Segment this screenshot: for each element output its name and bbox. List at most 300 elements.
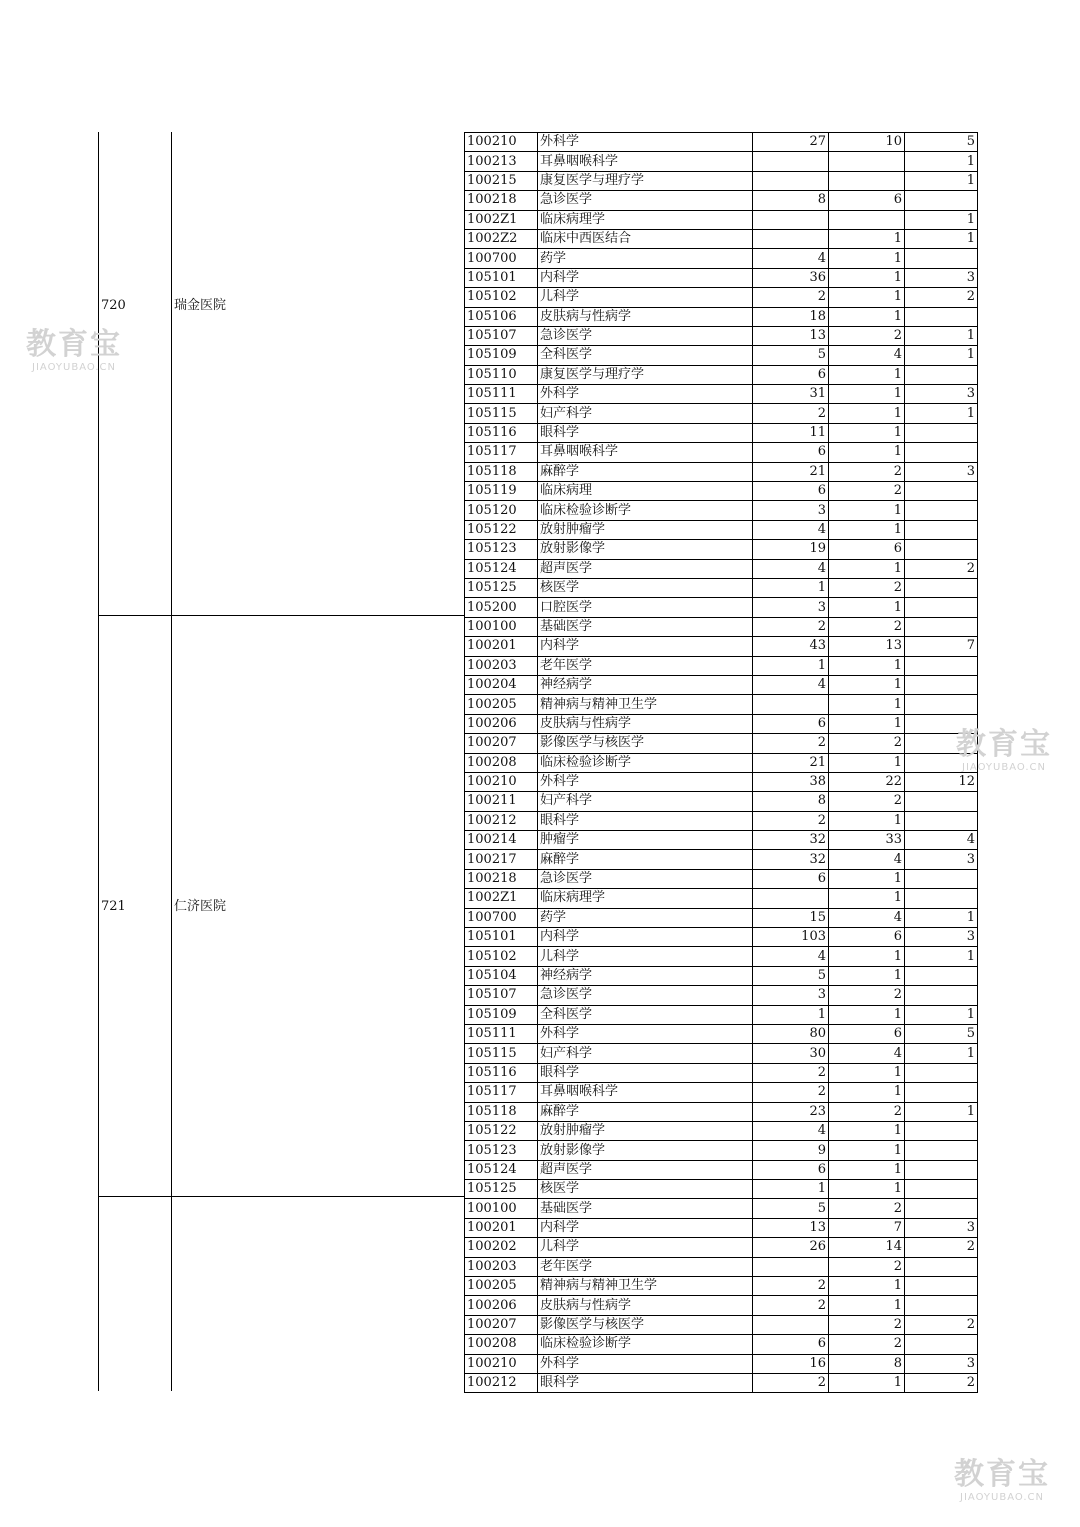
count-col2-cell: 1 — [829, 966, 905, 985]
table-row — [465, 520, 978, 539]
table-row — [465, 1180, 978, 1199]
count-col1-cell: 80 — [753, 1024, 829, 1043]
program-name-cell: 神经病学 — [538, 966, 753, 985]
count-col2-cell: 1 — [829, 656, 905, 675]
count-col1-cell: 6 — [753, 714, 829, 733]
count-col2-cell: 1 — [829, 1374, 905, 1393]
watermark-bottom-logo: 教育宝 — [954, 1457, 1050, 1492]
count-col2-cell: 2 — [829, 1315, 905, 1334]
table-row — [465, 675, 978, 694]
program-code-cell: 100214 — [465, 831, 538, 850]
program-name-cell: 急诊医学 — [538, 191, 753, 210]
count-col1-cell: 15 — [753, 908, 829, 927]
count-col2-cell: 22 — [829, 772, 905, 791]
count-col3-cell — [905, 501, 978, 520]
count-col2-cell: 1 — [829, 1083, 905, 1102]
count-col3-cell — [905, 1199, 978, 1218]
left-border-line — [98, 132, 99, 1391]
count-col3-cell — [905, 869, 978, 888]
count-col2-cell: 1 — [829, 1005, 905, 1024]
program-name-cell: 临床检验诊断学 — [538, 1335, 753, 1354]
program-code-cell: 105115 — [465, 404, 538, 423]
count-col3-cell — [905, 307, 978, 326]
count-col3-cell — [905, 423, 978, 442]
count-col1-cell: 21 — [753, 753, 829, 772]
program-code-cell: 105125 — [465, 578, 538, 597]
table-row — [465, 811, 978, 830]
count-col1-cell: 6 — [753, 443, 829, 462]
table-row — [465, 307, 978, 326]
program-name-cell: 放射影像学 — [538, 1141, 753, 1160]
table-row — [465, 346, 978, 365]
program-code-cell: 100203 — [465, 1257, 538, 1276]
program-code-cell: 105122 — [465, 520, 538, 539]
count-col3-cell: 1 — [905, 404, 978, 423]
count-col1-cell: 32 — [753, 831, 829, 850]
program-code-cell: 100218 — [465, 869, 538, 888]
table-row — [465, 1044, 978, 1063]
program-name-cell: 老年医学 — [538, 656, 753, 675]
count-col1-cell: 2 — [753, 1063, 829, 1082]
program-code-cell: 105122 — [465, 1121, 538, 1140]
program-code-cell: 105107 — [465, 326, 538, 345]
program-name-cell: 神经病学 — [538, 675, 753, 694]
count-col2-cell: 6 — [829, 1024, 905, 1043]
count-col2-cell: 2 — [829, 792, 905, 811]
count-col2-cell: 1 — [829, 1141, 905, 1160]
program-code-cell: 105115 — [465, 1044, 538, 1063]
program-name-cell: 临床检验诊断学 — [538, 501, 753, 520]
count-col2-cell: 1 — [829, 288, 905, 307]
table-row — [465, 152, 978, 171]
count-col2-cell: 1 — [829, 1063, 905, 1082]
count-col1-cell — [753, 1257, 829, 1276]
program-name-cell: 麻醉学 — [538, 462, 753, 481]
count-col3-cell: 4 — [905, 831, 978, 850]
count-col1-cell: 8 — [753, 792, 829, 811]
count-col3-cell: 1 — [905, 346, 978, 365]
count-col1-cell: 5 — [753, 346, 829, 365]
count-col2-cell: 1 — [829, 268, 905, 287]
count-col1-cell: 8 — [753, 191, 829, 210]
program-name-cell: 超声医学 — [538, 559, 753, 578]
program-code-cell: 100217 — [465, 850, 538, 869]
program-code-cell: 105125 — [465, 1180, 538, 1199]
table-row — [465, 1218, 978, 1237]
count-col2-cell — [829, 152, 905, 171]
program-name-cell: 放射肿瘤学 — [538, 520, 753, 539]
program-code-cell: 105102 — [465, 288, 538, 307]
program-code-cell: 105111 — [465, 385, 538, 404]
program-code-cell: 100100 — [465, 617, 538, 636]
count-col3-cell — [905, 598, 978, 617]
count-col1-cell: 32 — [753, 850, 829, 869]
table-row — [465, 598, 978, 617]
count-col3-cell — [905, 1063, 978, 1082]
program-code-cell: 100210 — [465, 1354, 538, 1373]
count-col3-cell — [905, 1277, 978, 1296]
table-row — [465, 171, 978, 190]
program-code-cell: 100204 — [465, 675, 538, 694]
count-col1-cell — [753, 210, 829, 229]
program-table — [464, 132, 978, 1393]
count-col1-cell: 43 — [753, 637, 829, 656]
count-col2-cell: 1 — [829, 675, 905, 694]
count-col3-cell: 2 — [905, 559, 978, 578]
count-col2-cell: 6 — [829, 928, 905, 947]
table-row — [465, 501, 978, 520]
program-name-cell: 眼科学 — [538, 1063, 753, 1082]
count-col1-cell: 2 — [753, 1083, 829, 1102]
count-col2-cell: 1 — [829, 1296, 905, 1315]
program-name-cell: 超声医学 — [538, 1160, 753, 1179]
count-col3-cell — [905, 1335, 978, 1354]
count-col1-cell — [753, 171, 829, 190]
program-code-cell: 100208 — [465, 1335, 538, 1354]
table-row — [465, 210, 978, 229]
program-code-cell: 105101 — [465, 268, 538, 287]
program-name-cell: 儿科学 — [538, 947, 753, 966]
count-col2-cell: 1 — [829, 947, 905, 966]
program-name-cell: 内科学 — [538, 1218, 753, 1237]
count-col1-cell — [753, 1315, 829, 1334]
count-col3-cell — [905, 1083, 978, 1102]
count-col3-cell: 1 — [905, 1044, 978, 1063]
program-code-cell: 105109 — [465, 1005, 538, 1024]
program-name-cell: 康复医学与理疗学 — [538, 365, 753, 384]
program-code-cell: 105120 — [465, 501, 538, 520]
count-col1-cell: 3 — [753, 986, 829, 1005]
program-code-cell: 100205 — [465, 1277, 538, 1296]
table-row — [465, 753, 978, 772]
program-code-cell: 105116 — [465, 423, 538, 442]
program-code-cell: 100205 — [465, 695, 538, 714]
count-col2-cell: 2 — [829, 1257, 905, 1276]
table-row — [465, 714, 978, 733]
program-code-cell: 100201 — [465, 1218, 538, 1237]
table-row — [465, 365, 978, 384]
count-col2-cell: 1 — [829, 423, 905, 442]
count-col3-cell — [905, 1257, 978, 1276]
count-col2-cell: 1 — [829, 520, 905, 539]
count-col1-cell: 21 — [753, 462, 829, 481]
count-col1-cell: 4 — [753, 947, 829, 966]
table-row — [465, 1141, 978, 1160]
program-name-cell: 妇产科学 — [538, 792, 753, 811]
table-row — [465, 637, 978, 656]
program-code-cell: 100218 — [465, 191, 538, 210]
watermark-right-url: JIAOYUBAO.CN — [962, 762, 1046, 773]
count-col2-cell: 2 — [829, 734, 905, 753]
count-col1-cell: 26 — [753, 1238, 829, 1257]
program-name-cell: 核医学 — [538, 578, 753, 597]
count-col3-cell — [905, 695, 978, 714]
count-col1-cell: 23 — [753, 1102, 829, 1121]
count-col1-cell: 2 — [753, 734, 829, 753]
count-col3-cell: 1 — [905, 210, 978, 229]
count-col2-cell: 1 — [829, 249, 905, 268]
program-name-cell: 外科学 — [538, 772, 753, 791]
institution-name-renji: 仁济医院 — [174, 899, 227, 914]
count-col1-cell: 5 — [753, 1199, 829, 1218]
table-row — [465, 1354, 978, 1373]
program-code-cell: 100213 — [465, 152, 538, 171]
count-col3-cell: 5 — [905, 1024, 978, 1043]
count-col1-cell: 27 — [753, 133, 829, 152]
count-col2-cell: 2 — [829, 482, 905, 501]
program-name-cell: 影像医学与核医学 — [538, 734, 753, 753]
count-col1-cell: 103 — [753, 928, 829, 947]
program-code-cell: 105123 — [465, 1141, 538, 1160]
count-col1-cell: 6 — [753, 365, 829, 384]
program-name-cell: 基础医学 — [538, 617, 753, 636]
count-col2-cell — [829, 210, 905, 229]
count-col3-cell: 1 — [905, 229, 978, 248]
count-col2-cell: 2 — [829, 1335, 905, 1354]
watermark-left-logo: 教育宝 — [26, 327, 122, 362]
count-col2-cell: 2 — [829, 462, 905, 481]
count-col2-cell: 1 — [829, 1121, 905, 1140]
table-row — [465, 191, 978, 210]
program-code-cell: 105118 — [465, 1102, 538, 1121]
table-row — [465, 792, 978, 811]
table-row — [465, 869, 978, 888]
count-col2-cell: 2 — [829, 1199, 905, 1218]
program-name-cell: 放射影像学 — [538, 540, 753, 559]
table-row — [465, 908, 978, 927]
program-name-cell: 内科学 — [538, 928, 753, 947]
count-col1-cell: 6 — [753, 482, 829, 501]
table-row — [465, 1374, 978, 1393]
count-col1-cell: 13 — [753, 1218, 829, 1237]
program-code-cell: 100203 — [465, 656, 538, 675]
program-name-cell: 急诊医学 — [538, 986, 753, 1005]
group-divider-2 — [98, 1196, 464, 1197]
program-code-cell: 105107 — [465, 986, 538, 1005]
count-col1-cell: 3 — [753, 598, 829, 617]
count-col3-cell: 3 — [905, 462, 978, 481]
program-name-cell: 精神病与精神卫生学 — [538, 695, 753, 714]
program-name-cell: 眼科学 — [538, 423, 753, 442]
count-col2-cell: 1 — [829, 365, 905, 384]
table-row — [465, 850, 978, 869]
table-row — [465, 1005, 978, 1024]
table-row — [465, 1238, 978, 1257]
program-name-cell: 药学 — [538, 908, 753, 927]
count-col1-cell: 2 — [753, 1277, 829, 1296]
count-col3-cell — [905, 966, 978, 985]
table-row — [465, 288, 978, 307]
count-col3-cell — [905, 1180, 978, 1199]
count-col2-cell: 2 — [829, 617, 905, 636]
program-code-cell: 100210 — [465, 133, 538, 152]
count-col1-cell — [753, 229, 829, 248]
table-row — [465, 249, 978, 268]
table-row — [465, 404, 978, 423]
table-row — [465, 617, 978, 636]
count-col2-cell: 13 — [829, 637, 905, 656]
program-code-cell: 105124 — [465, 559, 538, 578]
program-name-cell: 临床检验诊断学 — [538, 753, 753, 772]
count-col1-cell: 4 — [753, 249, 829, 268]
count-col1-cell: 6 — [753, 1335, 829, 1354]
program-name-cell: 急诊医学 — [538, 869, 753, 888]
program-code-cell: 105102 — [465, 947, 538, 966]
count-col3-cell — [905, 1141, 978, 1160]
count-col3-cell — [905, 1160, 978, 1179]
program-name-cell: 妇产科学 — [538, 1044, 753, 1063]
count-col3-cell: 2 — [905, 288, 978, 307]
program-name-cell: 急诊医学 — [538, 326, 753, 345]
count-col1-cell: 36 — [753, 268, 829, 287]
table-row — [465, 1257, 978, 1276]
count-col2-cell: 2 — [829, 326, 905, 345]
watermark-left-url: JIAOYUBAO.CN — [32, 362, 116, 373]
table-row — [465, 462, 978, 481]
program-name-cell: 临床病理学 — [538, 210, 753, 229]
count-col3-cell — [905, 792, 978, 811]
institution-code-721: 721 — [101, 899, 126, 914]
program-name-cell: 临床病理学 — [538, 889, 753, 908]
program-name-cell: 皮肤病与性病学 — [538, 714, 753, 733]
count-col3-cell — [905, 482, 978, 501]
table-row — [465, 578, 978, 597]
count-col2-cell: 1 — [829, 1160, 905, 1179]
program-code-cell: 100206 — [465, 714, 538, 733]
count-col2-cell: 2 — [829, 986, 905, 1005]
program-code-cell: 100208 — [465, 753, 538, 772]
count-col1-cell: 2 — [753, 1374, 829, 1393]
program-code-cell: 105117 — [465, 443, 538, 462]
count-col3-cell: 12 — [905, 772, 978, 791]
count-col2-cell: 1 — [829, 714, 905, 733]
table-row — [465, 559, 978, 578]
program-name-cell: 精神病与精神卫生学 — [538, 1277, 753, 1296]
count-col3-cell — [905, 675, 978, 694]
count-col3-cell — [905, 889, 978, 908]
program-name-cell: 外科学 — [538, 1354, 753, 1373]
watermark-bottom — [940, 1458, 1064, 1504]
program-name-cell: 外科学 — [538, 133, 753, 152]
program-code-cell: 105119 — [465, 482, 538, 501]
program-name-cell: 内科学 — [538, 637, 753, 656]
table-row — [465, 1024, 978, 1043]
count-col3-cell: 1 — [905, 947, 978, 966]
count-col1-cell — [753, 889, 829, 908]
program-code-cell: 105109 — [465, 346, 538, 365]
program-name-cell: 妇产科学 — [538, 404, 753, 423]
count-col1-cell: 5 — [753, 966, 829, 985]
count-col3-cell — [905, 249, 978, 268]
table-row — [465, 1296, 978, 1315]
count-col1-cell: 2 — [753, 811, 829, 830]
table-row — [465, 540, 978, 559]
count-col2-cell: 33 — [829, 831, 905, 850]
count-col1-cell: 4 — [753, 675, 829, 694]
count-col1-cell: 3 — [753, 501, 829, 520]
count-col2-cell: 1 — [829, 559, 905, 578]
count-col3-cell: 3 — [905, 1354, 978, 1373]
program-name-cell: 耳鼻咽喉科学 — [538, 152, 753, 171]
count-col2-cell: 7 — [829, 1218, 905, 1237]
count-col3-cell: 1 — [905, 1005, 978, 1024]
count-col3-cell — [905, 365, 978, 384]
count-col2-cell: 1 — [829, 695, 905, 714]
program-name-cell: 耳鼻咽喉科学 — [538, 1083, 753, 1102]
table-row — [465, 889, 978, 908]
count-col3-cell — [905, 191, 978, 210]
program-name-cell: 老年医学 — [538, 1257, 753, 1276]
count-col2-cell: 8 — [829, 1354, 905, 1373]
institution-code-720: 720 — [101, 298, 126, 313]
count-col2-cell: 1 — [829, 385, 905, 404]
count-col3-cell: 1 — [905, 1102, 978, 1121]
count-col2-cell: 1 — [829, 404, 905, 423]
count-col3-cell — [905, 443, 978, 462]
table-row — [465, 1315, 978, 1334]
program-code-cell: 100207 — [465, 1315, 538, 1334]
program-code-cell: 100212 — [465, 1374, 538, 1393]
count-col3-cell — [905, 578, 978, 597]
count-col2-cell: 1 — [829, 598, 905, 617]
table-row — [465, 947, 978, 966]
program-code-cell: 105117 — [465, 1083, 538, 1102]
program-code-cell: 100212 — [465, 811, 538, 830]
program-code-cell: 100210 — [465, 772, 538, 791]
table-row — [465, 133, 978, 152]
table-row — [465, 443, 978, 462]
count-col1-cell: 6 — [753, 869, 829, 888]
count-col2-cell: 1 — [829, 1180, 905, 1199]
program-name-cell: 外科学 — [538, 385, 753, 404]
table-row — [465, 423, 978, 442]
count-col2-cell: 1 — [829, 307, 905, 326]
count-col1-cell: 1 — [753, 656, 829, 675]
count-col2-cell: 6 — [829, 540, 905, 559]
count-col3-cell — [905, 811, 978, 830]
count-col2-cell: 6 — [829, 191, 905, 210]
count-col3-cell — [905, 540, 978, 559]
table-row — [465, 1335, 978, 1354]
program-code-cell: 105111 — [465, 1024, 538, 1043]
count-col2-cell: 4 — [829, 1044, 905, 1063]
table-row — [465, 1160, 978, 1179]
name-column-line — [171, 132, 172, 1391]
program-code-cell: 105110 — [465, 365, 538, 384]
count-col3-cell — [905, 986, 978, 1005]
table-row — [465, 1063, 978, 1082]
table-row — [465, 928, 978, 947]
program-code-cell: 100700 — [465, 249, 538, 268]
count-col3-cell: 3 — [905, 268, 978, 287]
watermark-bottom-url: JIAOYUBAO.CN — [960, 1492, 1044, 1503]
count-col1-cell: 2 — [753, 617, 829, 636]
program-code-cell: 105104 — [465, 966, 538, 985]
watermark-right — [944, 728, 1064, 774]
program-code-cell: 105200 — [465, 598, 538, 617]
program-name-cell: 临床中西医结合 — [538, 229, 753, 248]
count-col3-cell — [905, 1121, 978, 1140]
count-col3-cell — [905, 1296, 978, 1315]
program-name-cell: 全科医学 — [538, 1005, 753, 1024]
program-code-cell: 105124 — [465, 1160, 538, 1179]
table-row — [465, 1277, 978, 1296]
count-col1-cell: 19 — [753, 540, 829, 559]
program-name-cell: 耳鼻咽喉科学 — [538, 443, 753, 462]
program-code-cell: 1002Z2 — [465, 229, 538, 248]
table-row — [465, 734, 978, 753]
program-code-cell: 105118 — [465, 462, 538, 481]
